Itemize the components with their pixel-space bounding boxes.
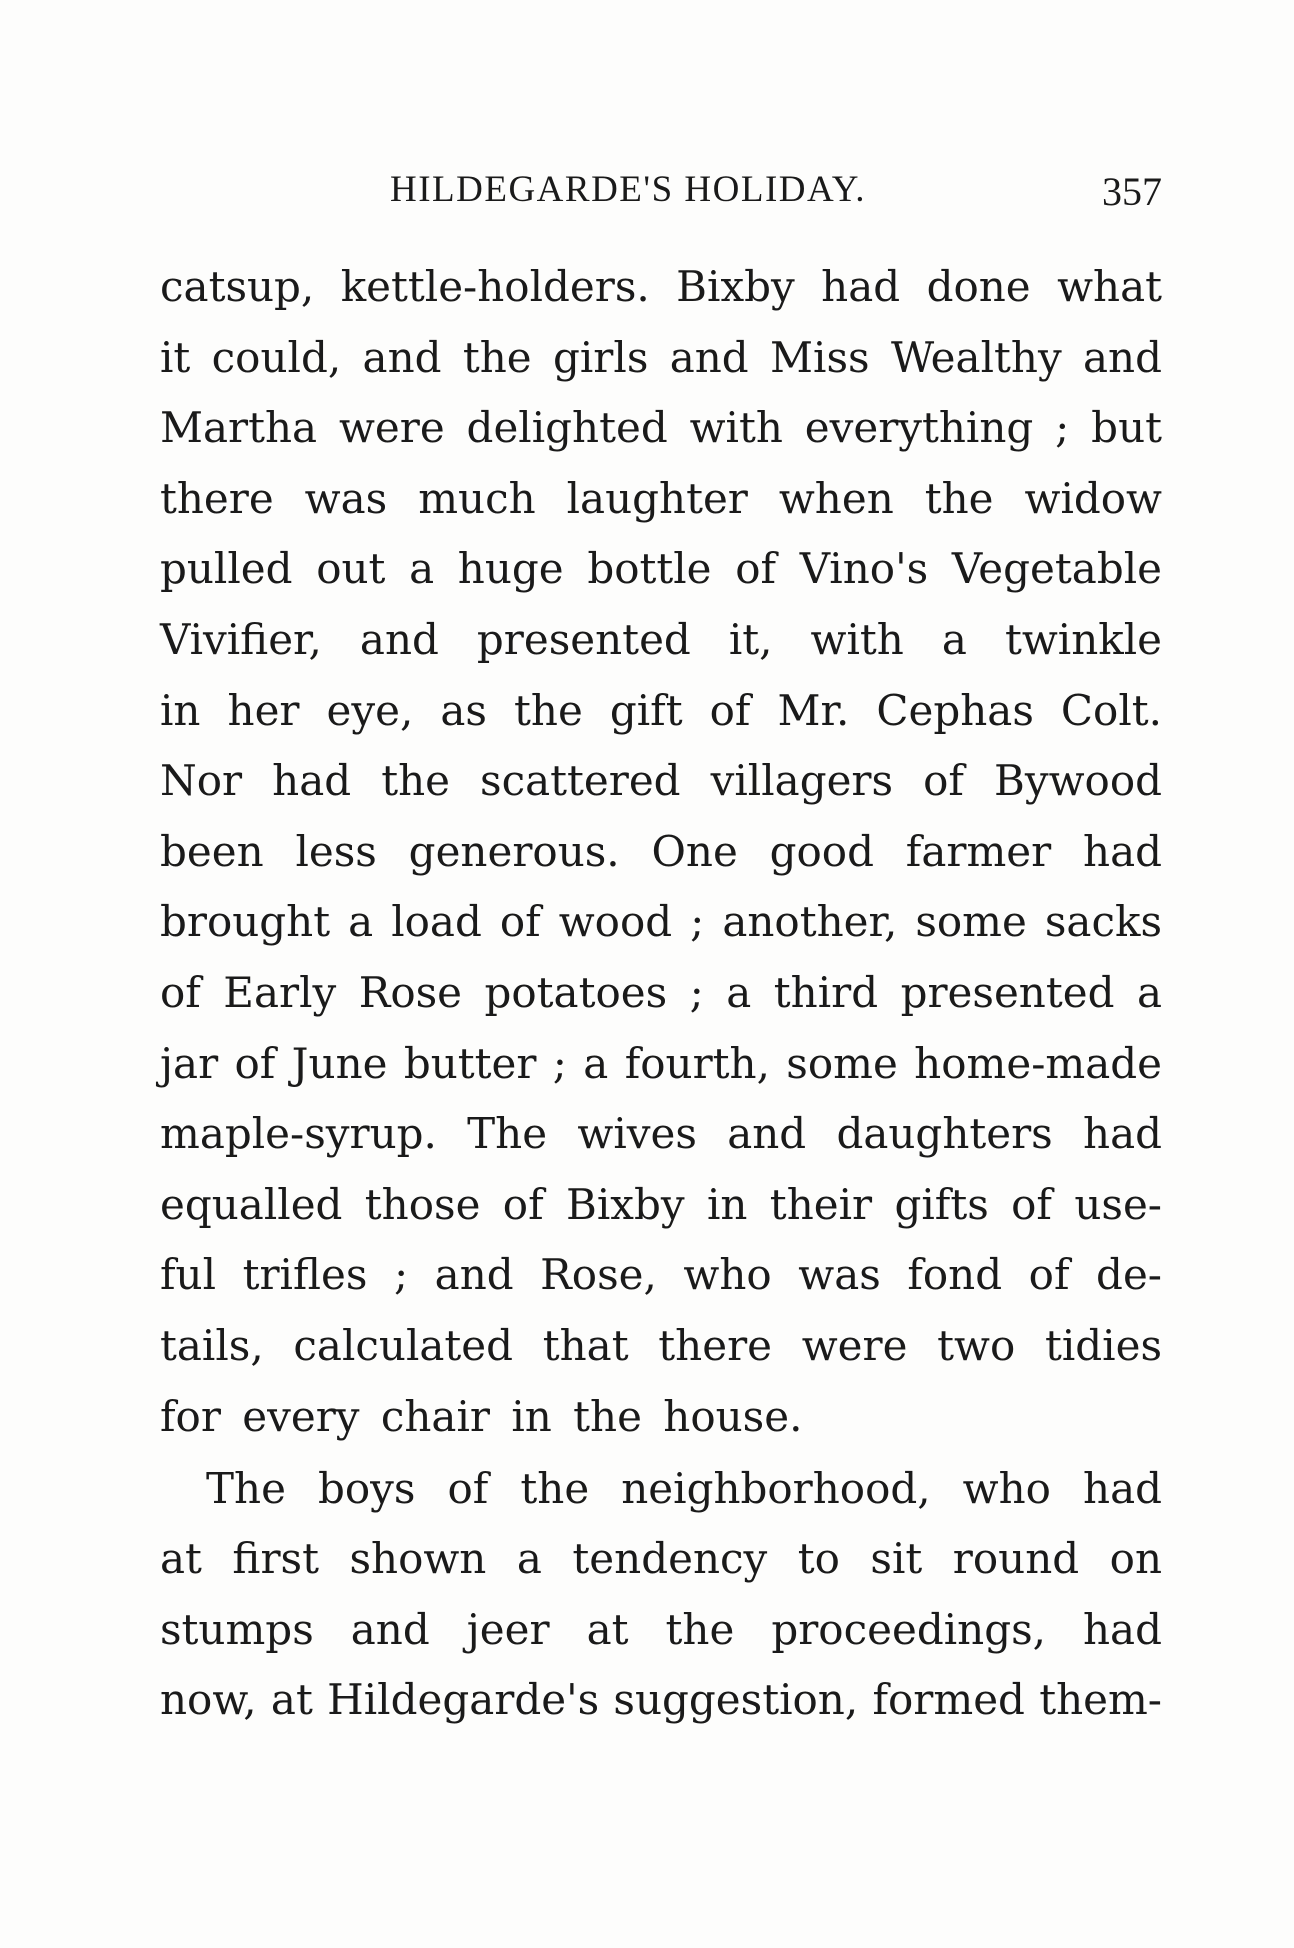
paragraph-1 bbox=[160, 252, 1162, 1452]
text-line: in her eye, as the gift of Mr. Cephas Colt. bbox=[160, 685, 1162, 735]
text-line: Martha were delighted with everything ; but bbox=[160, 403, 1162, 453]
text-line: of Early Rose potatoes ; a third presented a bbox=[160, 967, 1162, 1017]
text-line: jar of June butter ; a fourth, some home-made bbox=[160, 1038, 1162, 1088]
text-line: maple-syrup. The wives and daughters had bbox=[160, 1109, 1162, 1159]
text-line: brought a load of wood ; another, some sacks bbox=[160, 897, 1162, 947]
text-line: ful trifles ; and Rose, who was fond of de- bbox=[160, 1250, 1162, 1300]
running-title: HILDEGARDE'S HOLIDAY. bbox=[390, 169, 867, 210]
text-line: there was much laughter when the widow bbox=[160, 473, 1162, 523]
text-line: now, at Hildegarde's suggestion, formed them- bbox=[160, 1675, 1162, 1725]
text-line: tails, calculated that there were two tidies bbox=[160, 1320, 1162, 1370]
text-line: for every chair in the house. bbox=[160, 1391, 803, 1441]
page-number: 357 bbox=[1102, 169, 1162, 214]
text-line: The boys of the neighborhood, who had bbox=[206, 1463, 1162, 1513]
text-line: at first shown a tendency to sit round on bbox=[160, 1534, 1162, 1584]
running-head bbox=[160, 168, 1162, 228]
text-line: catsup, kettle-holders. Bixby had done what bbox=[160, 262, 1162, 311]
text-line: stumps and jeer at the proceedings, had bbox=[160, 1604, 1162, 1654]
paragraph-2 bbox=[160, 1454, 1162, 1736]
text-line: been less generous. One good farmer had bbox=[160, 826, 1162, 876]
body-text bbox=[160, 252, 1162, 1736]
text-line: Nor had the scattered villagers of Bywood bbox=[160, 756, 1162, 806]
text-line: it could, and the girls and Miss Wealthy and bbox=[160, 332, 1162, 382]
text-line: Vivifier, and presented it, with a twinkle bbox=[160, 614, 1162, 664]
text-line: pulled out a huge bottle of Vino's Vegetable bbox=[160, 544, 1162, 594]
text-line: equalled those of Bixby in their gifts of use- bbox=[160, 1179, 1162, 1229]
